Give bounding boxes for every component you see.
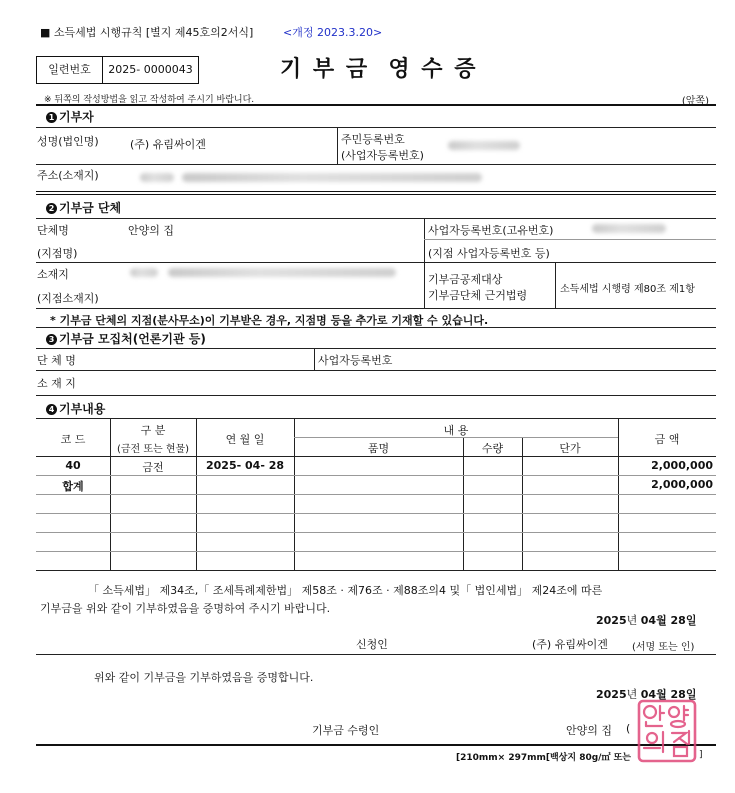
page-title: 기 부 금 영 수 증 [280, 57, 478, 82]
org-location-label: 소재지 [37, 268, 69, 281]
form-reference: ■ 소득세법 시행규칙 [별지 제45호의2서식] [40, 26, 254, 39]
section1-number: 1 [46, 112, 57, 123]
col-quantity-header: 수량 [481, 442, 504, 455]
notice-text: ※ 뒤쪽의 작성방법을 읽고 작성하여 주시기 바랍니다. [44, 95, 255, 105]
branch-name-label: (지점명) [37, 247, 78, 260]
applicant-sign: (서명 또는 인) [632, 642, 695, 653]
organization-seal [636, 698, 698, 764]
section2-title: 2 기부금 단체 [46, 199, 121, 216]
collector-location-label: 소 재 지 [37, 377, 76, 390]
donor-name-value: (주) 유림싸이겐 [130, 138, 206, 151]
donor-reg-label-2: (사업자등록번호) [341, 149, 424, 162]
donor-reg-label: 주민등록번호 [341, 133, 405, 146]
col-item-header: 품명 [367, 442, 390, 455]
row1-amount: 2,000,000 [651, 459, 713, 472]
serial-box [36, 56, 199, 84]
certification-text-1: 「 소득세법」 제34조,「 조세특례제한법」 제58조 · 제76조 · 제88조의4 및「 법인세법」 제24조에 따른 [88, 584, 603, 597]
recipient-label: 기부금 수령인 [312, 724, 380, 737]
donor-address-label: 주소(소재지) [37, 169, 99, 182]
paper-size-close: ] [699, 750, 703, 760]
col-category-header: 구 분 [140, 424, 166, 437]
application-date: 2025년 04월 28일 [596, 614, 697, 627]
section3-title: 3 기부금 모집처(언론기관 등) [46, 330, 206, 347]
branch-bizno-label: (지점 사업자등록번호 등) [428, 247, 550, 260]
law-label-2: 기부금단체 근거법령 [428, 289, 528, 302]
col-date-header: 연 월 일 [225, 433, 265, 446]
section2-number: 2 [46, 203, 57, 214]
serial-label: 일련번호 [37, 57, 103, 83]
branch-note: * 기부금 단체의 지점(분사무소)이 기부받은 경우, 지점명 등을 추가로 기재할 수 있습니다. [50, 314, 489, 327]
branch-location-label: (지점소재지) [37, 292, 99, 305]
org-name-value: 안양의 집 [128, 224, 175, 237]
total-label: 합계 [62, 480, 84, 493]
certification-text-3: 위와 같이 기부금을 기부하였음을 증명합니다. [94, 671, 314, 684]
collector-bizno-label: 사업자등록번호 [318, 354, 393, 367]
org-name-label: 단체명 [37, 224, 69, 237]
row1-category: 금전 [142, 461, 164, 474]
applicant-label: 신청인 [356, 638, 388, 651]
section3-number: 3 [46, 334, 57, 345]
row1-code: 40 [65, 459, 81, 472]
paper-size-note: [210mm× 297mm[백상지 80g/㎡ 또는 [456, 753, 631, 763]
seal-text [698, 698, 699, 699]
col-unitprice-header: 단가 [559, 442, 581, 455]
recipient-value: 안양의 집 [566, 724, 613, 737]
law-value: 소득세법 시행령 제80조 제1항 [560, 284, 695, 295]
revision-date: <개정 2023.3.20> [283, 26, 383, 39]
org-bizno-label: 사업자등록번호(고유번호) [428, 224, 554, 237]
donor-name-label: 성명(법인명) [37, 135, 99, 148]
collector-name-label: 단 체 명 [37, 354, 76, 367]
recipient-sign-open: ( [626, 722, 631, 735]
col-content-header: 내 용 [443, 424, 469, 437]
col-amount-header: 금 액 [654, 433, 680, 446]
section4-number: 4 [46, 404, 57, 415]
certification-text-2: 기부금을 위와 같이 기부하였음을 증명하여 주시기 바랍니다. [40, 602, 331, 615]
seal-stamp-graphic [636, 698, 698, 764]
col-category-sub: (금전 또는 현물) [116, 444, 190, 455]
section4-title: 4 기부내용 [46, 400, 105, 417]
law-label-1: 기부금공제대상 [428, 273, 503, 286]
total-amount: 2,000,000 [651, 478, 713, 491]
row1-date: 2025- 04- 28 [206, 459, 285, 472]
front-side-label: (앞쪽) [681, 96, 709, 107]
col-code-header: 코 드 [60, 433, 86, 446]
certify-date: 2025년 04월 28일 [596, 688, 697, 701]
section1-title: 1 기부자 [46, 108, 94, 125]
serial-value: 2025- 0000043 [108, 63, 193, 76]
applicant-value: (주) 유림싸이겐 [532, 638, 608, 651]
